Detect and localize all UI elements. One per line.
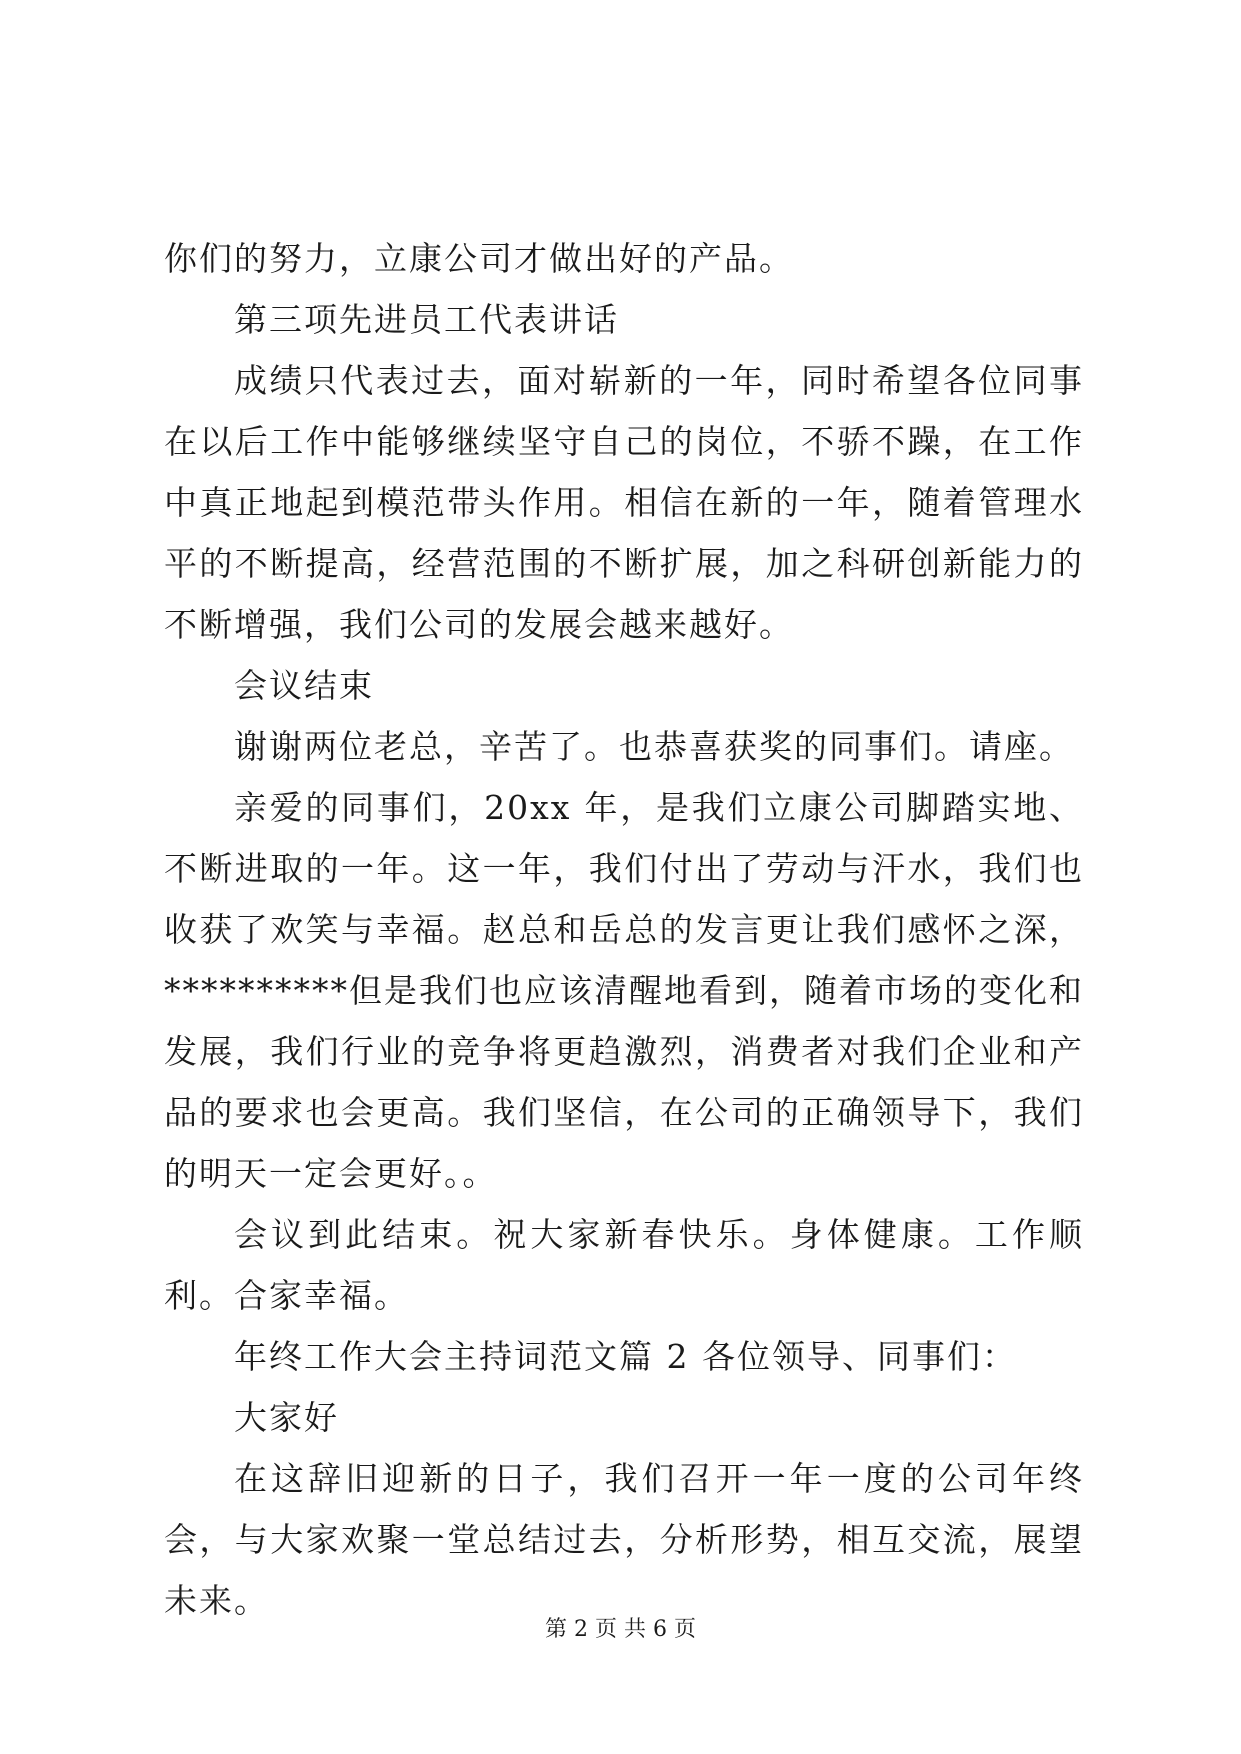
page-number-footer: 第 2 页 共 6 页 — [545, 1617, 696, 1642]
document-body — [164, 228, 1084, 1631]
section-heading-advanced-employee: 第三项先进员工代表讲话 — [234, 300, 619, 339]
paragraph-achievements: 成绩只代表过去，面对崭新的一年，同时希望各位同事在以后工作中能够继续坚守自己的岗位，不骄不躁，在工作中真正地起到模范带头作用。相信在新的一年，随着管理水平的不断提高，经营范围的不断扩展，加之科研创新能力的不断增强，我们公司的发展会越来越好。 — [164, 361, 1084, 644]
section-heading-meeting-end: 会议结束 — [234, 666, 374, 705]
paragraph-dear-colleagues: 亲爱的同事们，20xx 年，是我们立康公司脚踏实地、不断进取的一年。这一年，我们付出了劳动与汗水，我们也收获了欢笑与幸福。赵总和岳总的发言更让我们感怀之深，**********但是我们也应该清醒地看到，随着市场的变化和发展，我们行业的竞争将更趋激烈，消费者对我们企业和产品的要求也会更高。我们坚信，在公司的正确领导下，我们的明天一定会更好。。 — [164, 788, 1084, 1193]
paragraph-continuation: 你们的努力，立康公司才做出好的产品。 — [164, 239, 794, 278]
paragraph-greeting: 大家好 — [234, 1398, 339, 1437]
section-heading-sample-2: 年终工作大会主持词范文篇 2 各位领导、同事们： — [234, 1337, 1017, 1376]
paragraph-year-end-meeting: 在这辞旧迎新的日子，我们召开一年一度的公司年终会，与大家欢聚一堂总结过去，分析形势，相互交流，展望未来。 — [164, 1459, 1084, 1620]
paragraph-thanks: 谢谢两位老总，辛苦了。也恭喜获奖的同事们。请座。 — [234, 727, 1074, 766]
paragraph-closing-wishes: 会议到此结束。祝大家新春快乐。身体健康。工作顺利。合家幸福。 — [164, 1215, 1084, 1315]
